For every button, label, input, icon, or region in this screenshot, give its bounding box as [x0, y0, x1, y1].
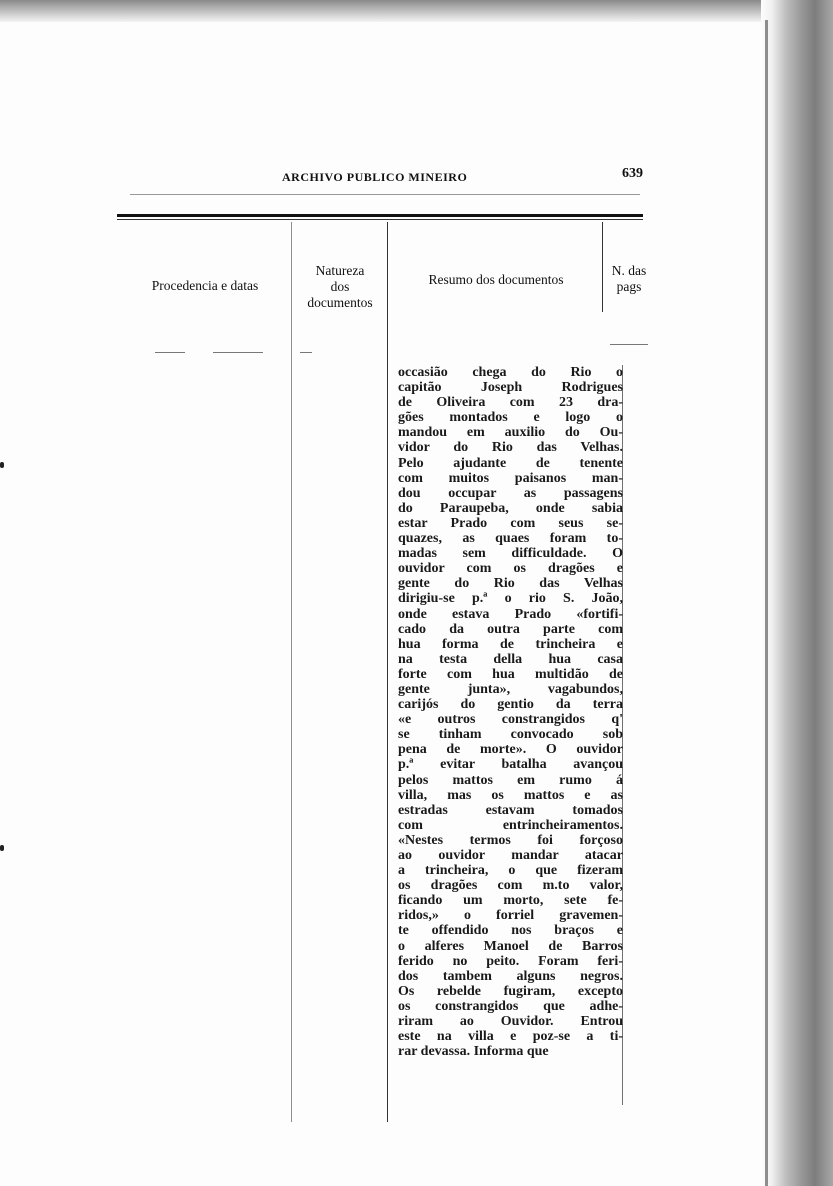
resumo-line: quazes, as quaes foram to- — [398, 531, 623, 547]
resumo-line: estar Prado com seus se- — [398, 515, 623, 531]
resumo-line: dirigiu-se p.ª o rio S. João, — [398, 591, 623, 607]
resumo-line: os dragões com m.to valor, — [398, 878, 623, 894]
resumo-line: dou occupar as passagens — [398, 485, 623, 501]
resumo-line: do Paraupeba, onde sabia — [398, 500, 623, 516]
resumo-line: gente do Rio das Velhas — [398, 576, 623, 592]
resumo-line: ficando um morto, sete fe- — [398, 893, 623, 909]
resumo-line: de Oliveira com 23 dra- — [398, 395, 623, 411]
resumo-line: p.ª evitar batalha avançou — [398, 757, 623, 773]
resumo-line: villa, mas os mattos e as — [398, 787, 623, 803]
header-underline — [300, 352, 312, 353]
resumo-line: com entrincheiramentos. — [398, 817, 623, 833]
resumo-line: o alferes Manoel de Barros — [398, 938, 623, 954]
header-underline — [213, 352, 263, 353]
resumo-line: gente junta», vagabundos, — [398, 681, 623, 697]
header-natureza-line: documentos — [307, 295, 373, 310]
resumo-line: ouvidor com os dragões e — [398, 561, 623, 577]
resumo-line: madas sem difficuldade. O — [398, 546, 623, 562]
resumo-line: vidor do Rio das Velhas. — [398, 440, 623, 456]
table-top-rule-inner — [117, 219, 643, 220]
header-paginas-line: N. das — [611, 263, 647, 278]
resumo-line: Pelo ajudante de tenente — [398, 455, 623, 471]
resumo-line: mandou em auxilio do Ou- — [398, 425, 623, 441]
resumo-line: capitão Joseph Rodrigues — [398, 380, 623, 396]
header-paginas — [603, 263, 655, 295]
resumo-line: «Nestes termos foi forçoso — [398, 832, 623, 848]
header-underline — [155, 352, 185, 353]
resumo-line: ridos,» o forriel gravemen- — [398, 908, 623, 924]
header-natureza — [292, 263, 388, 311]
resumo-line: dos tambem alguns negros. — [398, 968, 623, 984]
resumo-line: occasião chega do Rio o — [398, 365, 623, 380]
resumo-line: te offendido nos braços e — [398, 923, 623, 939]
column-divider-1 — [291, 222, 292, 1122]
resumo-line: hua forma de trincheira e — [398, 636, 623, 652]
header-resumo: Resumo dos documentos — [428, 272, 564, 287]
header-procedencia: Procedencia e datas — [151, 278, 259, 293]
resumo-line: estradas estavam tomados — [398, 802, 623, 818]
scan-speck — [0, 845, 4, 851]
scan-top-edge — [0, 0, 833, 22]
header-underline — [610, 344, 648, 345]
resumo-line: onde estava Prado «fortifi- — [398, 606, 623, 622]
resumo-line: carijós do gentio da terra — [398, 697, 623, 713]
resumo-line: na testa della hua casa — [398, 651, 623, 667]
resumo-text — [398, 365, 623, 1059]
header-natureza-line: dos — [330, 279, 350, 294]
header-paginas-line: pags — [616, 279, 642, 294]
resumo-line: os constrangidos que adhe- — [398, 998, 623, 1014]
header-natureza-line: Natureza — [315, 263, 365, 278]
resumo-line: com muitos paisanos man- — [398, 470, 623, 486]
scan-speck — [0, 462, 4, 468]
resumo-line: se tinham convocado sob — [398, 727, 623, 743]
resumo-line: cado da outra parte com — [398, 621, 623, 637]
table-top-rule — [117, 214, 643, 217]
resumo-line: pelos mattos em rumo á — [398, 772, 623, 788]
resumo-line: «e outros constrangidos q' — [398, 712, 623, 728]
running-title: ARCHIVO PUBLICO MINEIRO — [282, 170, 468, 184]
resumo-line: ao ouvidor mandar atacar — [398, 848, 623, 863]
resumo-line: gões montados e logo o — [398, 410, 623, 426]
resumo-line: a trincheira, o que fizeram — [398, 863, 623, 879]
scan-right-edge — [761, 0, 833, 1186]
resumo-line: ferido no peito. Foram feri- — [398, 953, 623, 969]
page-fold-line — [765, 20, 768, 1186]
resumo-line: riram ao Ouvidor. Entrou — [398, 1014, 623, 1030]
resumo-line: rar devassa. Informa que — [398, 1044, 549, 1060]
resumo-line: forte com hua multidão de — [398, 666, 623, 682]
resumo-line: Os rebelde fugiram, excepto — [398, 983, 623, 999]
resumo-line: pena de morte». O ouvidor — [398, 742, 623, 758]
header-rule — [130, 194, 640, 195]
page-number: 639 — [622, 166, 643, 181]
resumo-line: este na villa e poz-se a ti- — [398, 1029, 623, 1045]
column-divider-2 — [387, 222, 388, 1122]
